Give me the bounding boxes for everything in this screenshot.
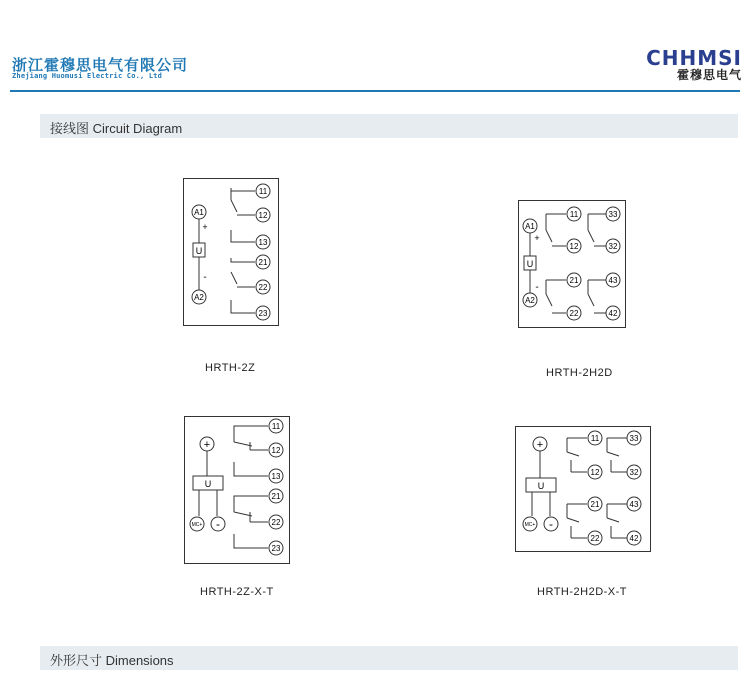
terminal-11: 11: [271, 422, 281, 431]
caption-hrth-2z: HRTH-2Z: [205, 362, 256, 374]
terminal-23: 23: [271, 544, 281, 553]
company-name-en: Zhejiang Huomusi Electric Co., Ltd: [12, 72, 163, 80]
logo-wordmark: CHHMSI: [646, 46, 742, 70]
terminal-a2: A2: [194, 293, 204, 302]
coil-aux: MC+: [524, 522, 536, 528]
terminal-21: 21: [569, 276, 579, 285]
coil-minus: -: [216, 517, 220, 531]
section-dimensions: [40, 646, 738, 670]
coil-plus: +: [534, 233, 540, 243]
coil-minus: -: [203, 272, 207, 283]
terminal-21: 21: [590, 500, 600, 509]
caption-hrth-2z-x-t: HRTH-2Z-X-T: [200, 586, 274, 598]
coil-aux: MC+: [191, 522, 203, 528]
brand-logo: [646, 48, 742, 82]
caption-hrth-2h2d: HRTH-2H2D: [546, 367, 613, 379]
terminal-42: 42: [629, 534, 639, 543]
section-title: 接线图 Circuit Diagram: [50, 121, 183, 136]
coil-unit: U: [526, 259, 534, 269]
coil-unit: U: [195, 246, 203, 256]
terminal-a2: A2: [525, 296, 535, 305]
coil-minus: -: [549, 517, 553, 531]
terminal-a1: A1: [194, 208, 204, 217]
coil-plus: +: [203, 439, 211, 451]
terminal-21: 21: [271, 492, 281, 501]
svg-text:21: 21: [258, 258, 268, 267]
diagram-hrth-2z: [183, 178, 279, 326]
svg-text:11: 11: [258, 187, 268, 196]
svg-text:13: 13: [258, 238, 268, 247]
section-circuit-diagram: [40, 114, 738, 138]
terminal-22: 22: [271, 518, 281, 527]
terminal-13: 13: [271, 472, 281, 481]
diagram-hrth-2h2d: [518, 200, 626, 328]
terminal-12: 12: [271, 446, 281, 455]
svg-text:23: 23: [258, 309, 268, 318]
terminal-32: 32: [608, 242, 618, 251]
terminal-22: 22: [569, 309, 579, 318]
terminal-33: 33: [608, 210, 618, 219]
terminal-11: 11: [590, 434, 600, 443]
coil-plus: +: [202, 222, 208, 232]
terminal-12: 12: [569, 242, 579, 251]
svg-text:12: 12: [258, 211, 268, 220]
terminal-11: 11: [569, 210, 579, 219]
terminal-22: 22: [590, 534, 600, 543]
terminal-32: 32: [629, 468, 639, 477]
diagram-hrth-2z-x-t: [184, 416, 290, 564]
terminal-a1: A1: [525, 222, 535, 231]
coil-minus: -: [535, 282, 539, 293]
logo-subtitle: 霍穆思电气: [676, 68, 742, 82]
section-title: 外形尺寸 Dimensions: [50, 653, 174, 668]
coil-unit: U: [537, 481, 545, 491]
terminal-43: 43: [608, 276, 618, 285]
coil-plus: +: [536, 439, 544, 451]
terminal-12: 12: [590, 468, 600, 477]
terminal-43: 43: [629, 500, 639, 509]
coil-unit: U: [204, 479, 212, 489]
company-name-cn: 浙江霍穆思电气有限公司: [12, 57, 189, 74]
svg-text:22: 22: [258, 283, 268, 292]
terminal-42: 42: [608, 309, 618, 318]
diagram-hrth-2h2d-x-t: [515, 426, 651, 552]
header-rule: [10, 90, 740, 92]
caption-hrth-2h2d-x-t: HRTH-2H2D-X-T: [537, 586, 628, 598]
terminal-33: 33: [629, 434, 639, 443]
